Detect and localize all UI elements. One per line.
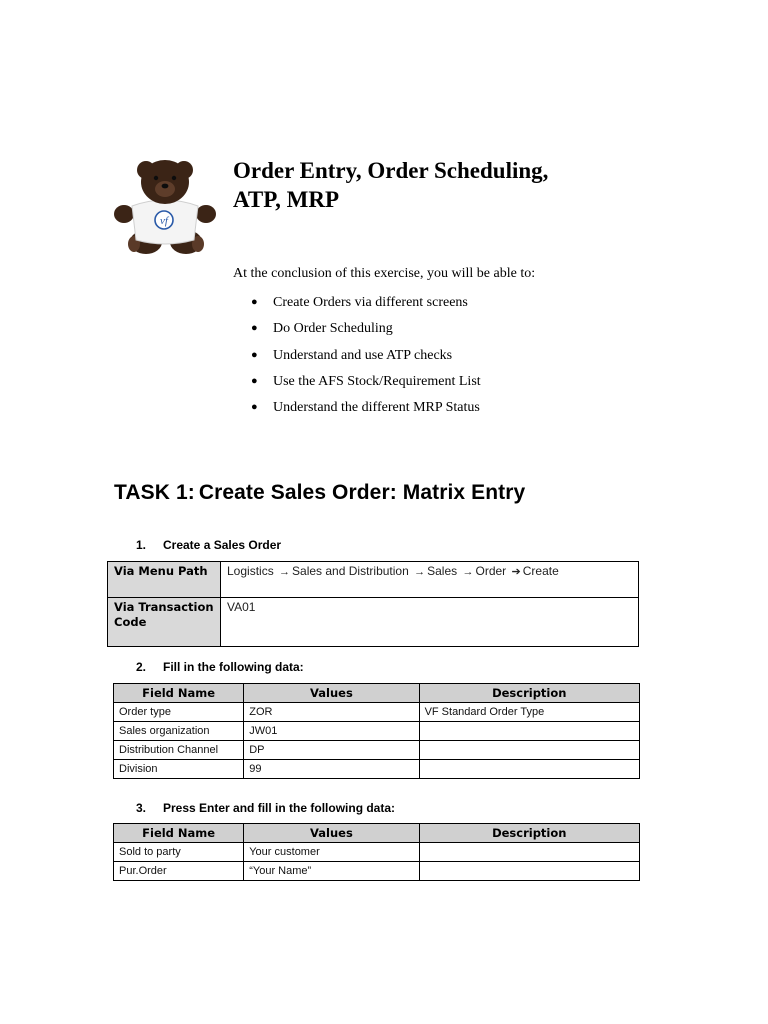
- table-cell: Pur.Order: [114, 862, 244, 881]
- table-cell: [419, 722, 639, 741]
- step-1: 1. Create a Sales Order: [136, 538, 282, 552]
- table-cell: ZOR: [244, 703, 419, 722]
- customer-data-table: [113, 823, 640, 881]
- table-cell: [419, 843, 639, 862]
- list-item: ● Use the AFS Stock/Requirement List: [251, 371, 481, 397]
- column-header: Values: [244, 824, 419, 843]
- table-cell: Division: [114, 760, 244, 779]
- table-header-row: [114, 824, 640, 843]
- table-cell: 99: [244, 760, 419, 779]
- transaction-code-value: VA01: [221, 598, 639, 647]
- list-item: ● Create Orders via different screens: [251, 292, 481, 318]
- task-title: Create Sales Order: Matrix Entry: [198, 481, 526, 504]
- table-cell: Sold to party: [114, 843, 244, 862]
- table-row: [114, 760, 640, 779]
- menu-path-label: Via Menu Path: [108, 562, 221, 598]
- bullet-icon: ●: [251, 348, 258, 361]
- table-header-row: [114, 684, 640, 703]
- intro-text: At the conclusion of this exercise, you will be able to:: [233, 266, 536, 281]
- list-item: ● Understand and use ATP checks: [251, 345, 481, 371]
- table-row: [108, 562, 639, 598]
- table-cell: Your customer: [244, 843, 419, 862]
- bullet-icon: ●: [251, 374, 258, 387]
- title-line-2: ATP, MRP: [233, 187, 340, 212]
- table-cell: DP: [244, 741, 419, 760]
- title-line-1: Order Entry, Order Scheduling,: [233, 158, 549, 183]
- bullet-icon: ●: [251, 401, 258, 414]
- column-header: Field Name: [114, 824, 244, 843]
- table-cell: Order type: [114, 703, 244, 722]
- arrow-right-icon: ➔: [511, 566, 521, 578]
- column-header: Description: [419, 684, 639, 703]
- arrow-right-icon: →: [462, 566, 474, 578]
- step-3: 3. Press Enter and fill in the following data:: [136, 801, 396, 815]
- svg-text:vf: vf: [160, 215, 168, 227]
- task-label: TASK 1:: [114, 481, 195, 504]
- table-row: [114, 862, 640, 881]
- table-row: [114, 843, 640, 862]
- list-item: ● Do Order Scheduling: [251, 318, 481, 344]
- table-cell: Sales organization: [114, 722, 244, 741]
- column-header: Values: [244, 684, 419, 703]
- list-item: ● Understand the different MRP Status: [251, 397, 481, 423]
- bullet-icon: ●: [251, 322, 258, 335]
- bullet-icon: ●: [251, 296, 258, 308]
- table-cell: Distribution Channel: [114, 741, 244, 760]
- table-cell: [419, 862, 639, 881]
- document-title: [233, 156, 548, 214]
- navigation-table: [107, 561, 639, 647]
- table-cell: VF Standard Order Type: [419, 703, 639, 722]
- task-heading: [114, 481, 525, 505]
- table-row: [114, 703, 640, 722]
- table-cell: [419, 760, 639, 779]
- table-cell: [419, 741, 639, 760]
- column-header: Field Name: [114, 684, 244, 703]
- teddy-bear-logo: [112, 156, 218, 260]
- objectives-list: [251, 292, 481, 423]
- table-cell: JW01: [244, 722, 419, 741]
- table-row: [114, 722, 640, 741]
- transaction-code-label: Via Transaction Code: [108, 598, 221, 647]
- table-cell: “Your Name”: [244, 862, 419, 881]
- table-row: [114, 741, 640, 760]
- column-header: Description: [419, 824, 639, 843]
- menu-path-value: Logistics → Sales and Distribution → Sales → Order ➔ Create: [221, 562, 639, 598]
- arrow-right-icon: →: [279, 566, 291, 578]
- order-data-table: [113, 683, 640, 779]
- arrow-right-icon: →: [414, 566, 426, 578]
- step-2: 2. Fill in the following data:: [136, 660, 304, 674]
- table-row: [108, 598, 639, 647]
